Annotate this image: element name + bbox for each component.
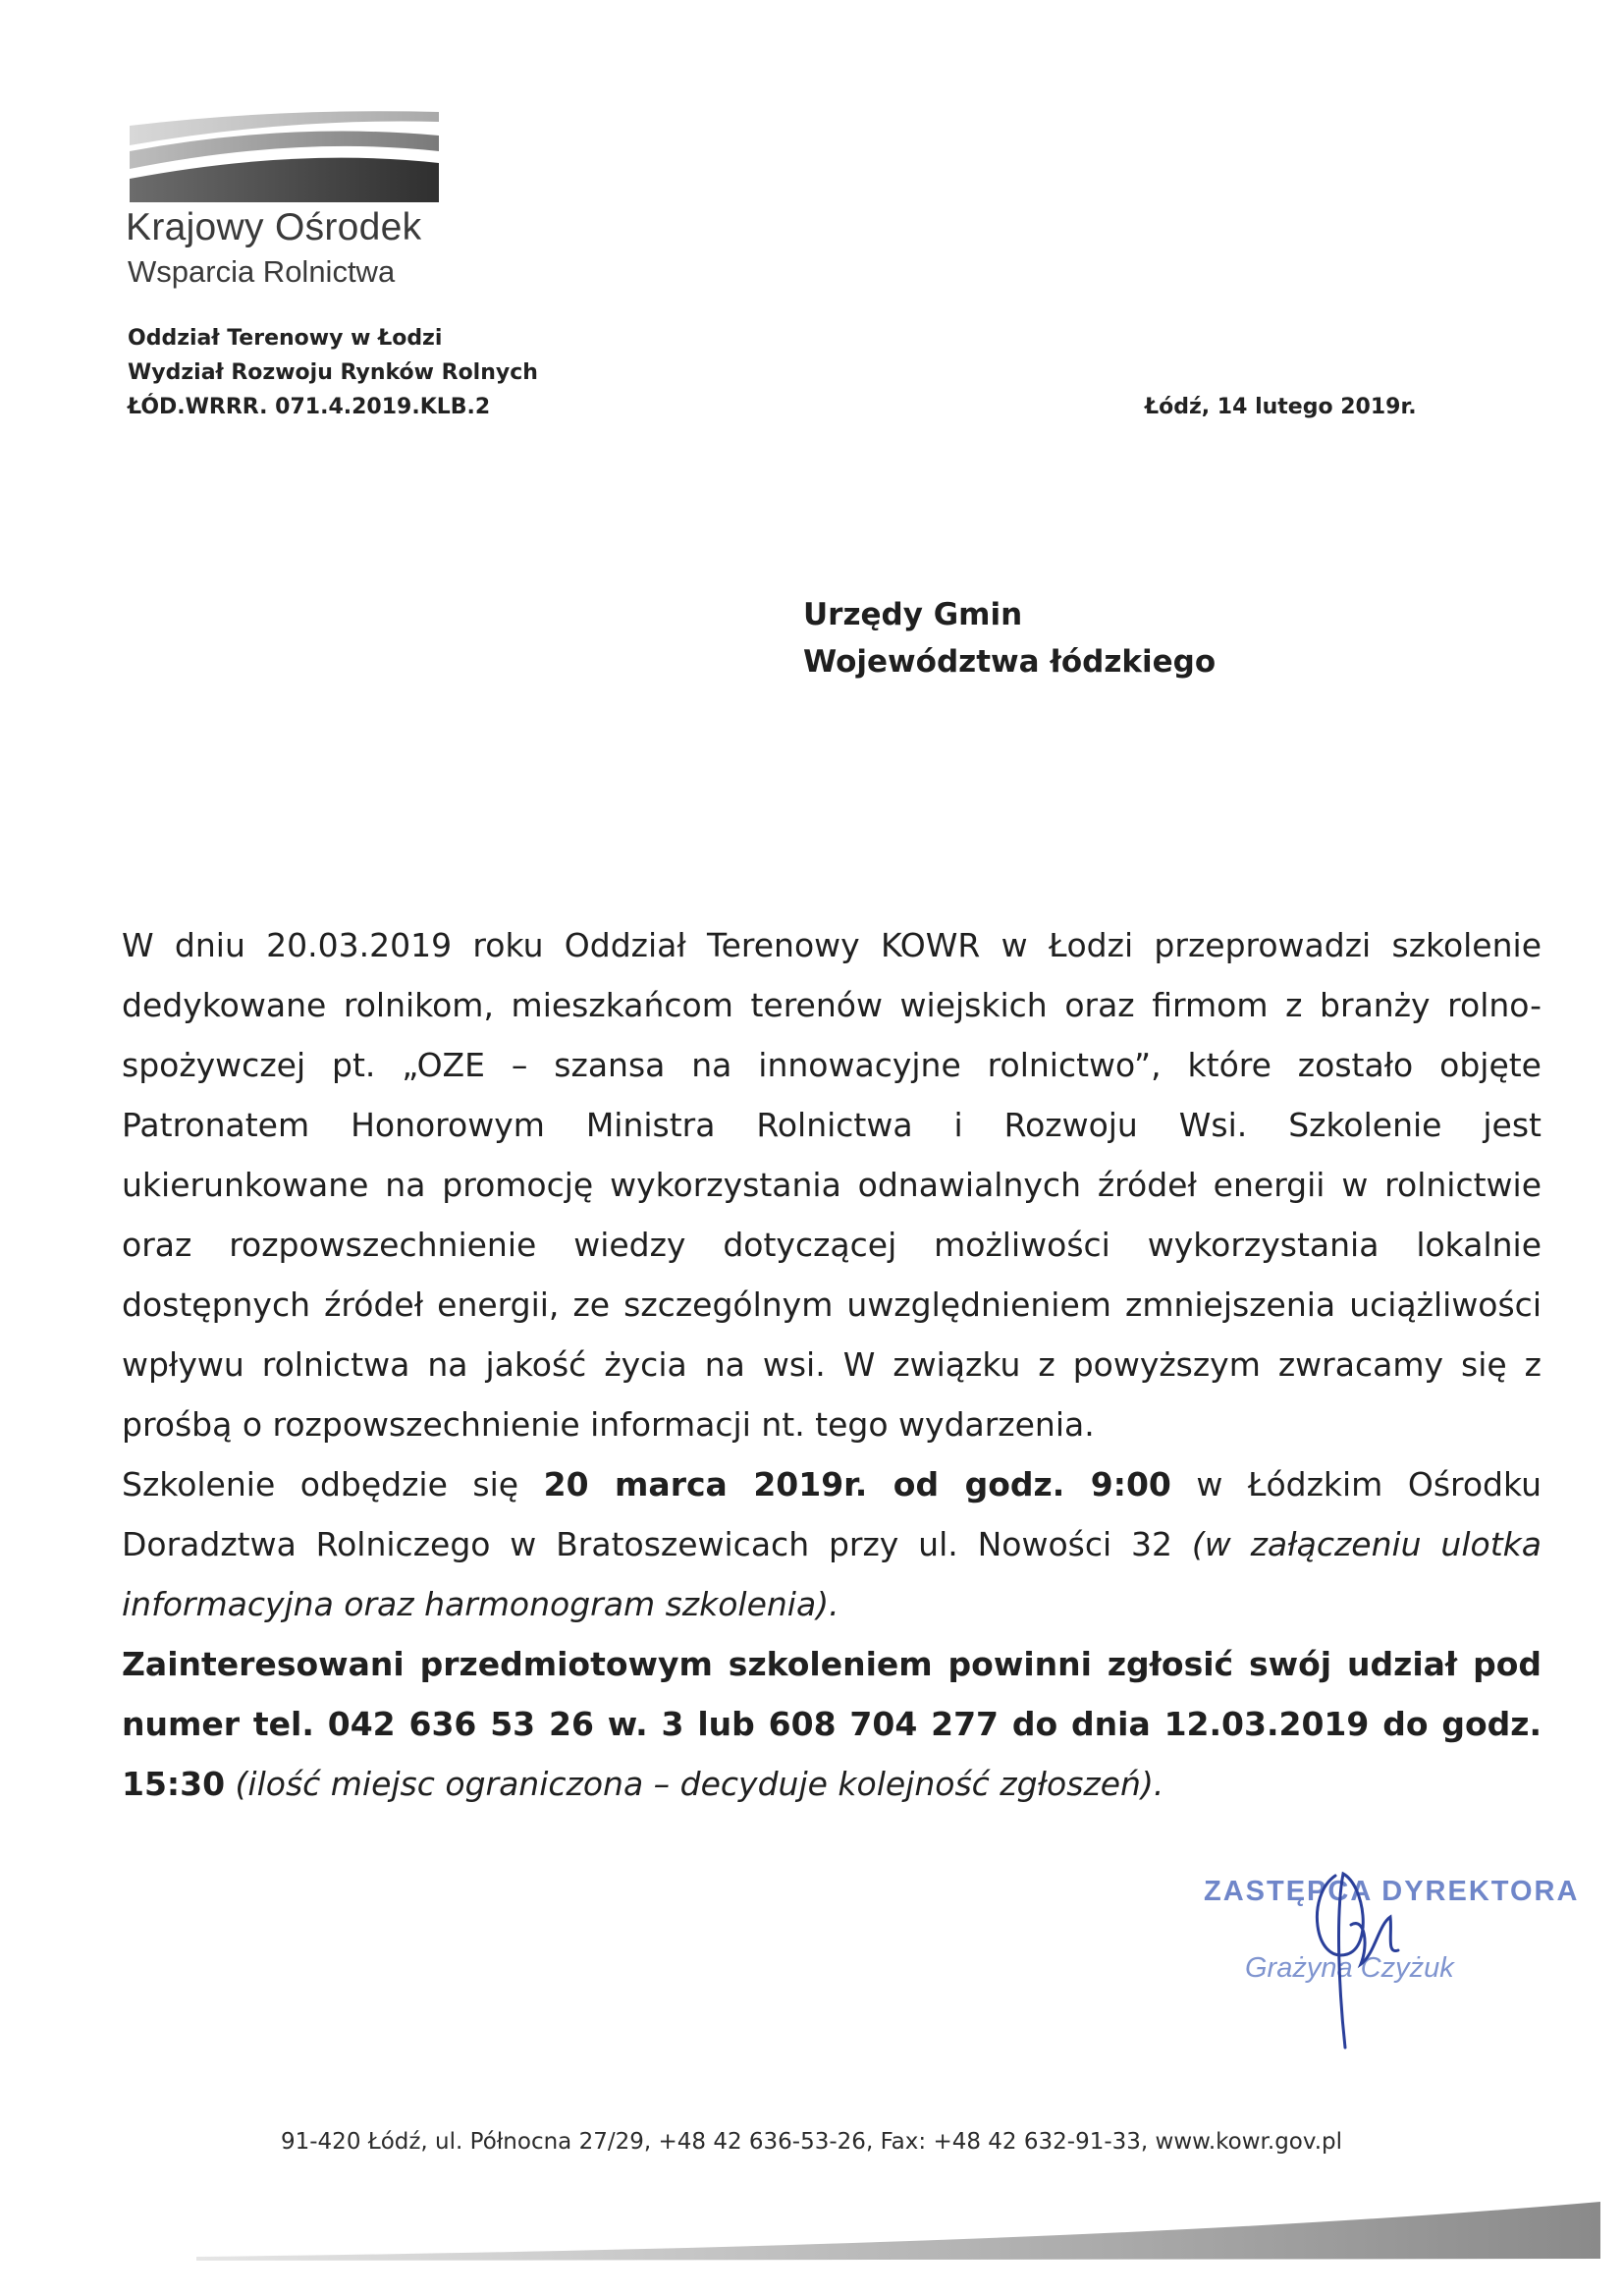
paragraph-1: W dniu 20.03.2019 roku Oddział Terenowy KOWR w Łodzi przeprowadzi szkolenie dedykowane rolnikom, mieszkańcom terenów wiejskich oraz firmom z branży rolno-spożywczej pt. „OZE – szansa na innowacyjne rolnictwo”, które zostało objęte Patronatem Honorowym Ministra Rolnictwa i Rozwoju Wsi. Szkolenie jest ukierunkowane na promocję wykorzystania odnawialnych źródeł energii w rolnictwie oraz rozpowszechnienie wiedzy dotyczącej możliwości wykorzystania lokalnie dostępnych źródeł energii, ze szczególnym uwzględnieniem zmniejszenia uciążliwości wpływu rolnictwa na jakość życia na wsi. W związku z powyższym zwracamy się z prośbą o rozpowszechnienie informacji nt. tego wydarzenia. xyxy=(122,926,1542,1444)
office-name: Oddział Terenowy w Łodzi xyxy=(128,326,443,351)
footer-contact: 91-420 Łódź, ul. Północna 27/29, +48 42 636-53-26, Fax: +48 42 632-91-33, www.kowr.gov.pl xyxy=(280,2129,1342,2155)
registration-info: Zainteresowani przedmiotowym szkoleniem powinni zgłosić swój udział pod numer tel. 042 636 53 26 w. 3 lub 608 704 277 do dnia 12.03.2019 do godz. 15:30 xyxy=(122,1645,1542,1803)
addressee-line2: Województwa łódzkiego xyxy=(803,644,1217,680)
letter-date: Łódź, 14 lutego 2019r. xyxy=(1145,395,1417,419)
footer-decoration xyxy=(196,2182,1610,2261)
attachment-note: (w załączeniu ulotka informacyjna oraz harmonogram szkolenia). xyxy=(122,1525,1542,1623)
letter-body xyxy=(122,915,1542,1814)
paragraph-3 xyxy=(122,1634,1542,1814)
kowr-logo-icon xyxy=(130,108,444,206)
stamp-name: Grażyna Czyżuk xyxy=(1245,1952,1454,1984)
paragraph-2-text: Szkolenie odbędzie się xyxy=(122,1465,544,1503)
seats-note: (ilość miejsc ograniczona – decyduje kolejność zgłoszeń). xyxy=(225,1765,1164,1803)
handwritten-signature xyxy=(1296,1856,1443,2052)
paragraph-2 xyxy=(122,1454,1542,1634)
paragraph-2-location: w Łódzkim Ośrodku Doradztwa Rolniczego w Bratoszewicach przy ul. Nowości 32 xyxy=(122,1465,1542,1563)
stamp-title: ZASTĘPCA DYREKTORA xyxy=(1204,1876,1580,1907)
logo-name-line2: Wsparcia Rolnictwa xyxy=(128,254,396,289)
department-name: Wydział Rozwoju Rynków Rolnych xyxy=(128,360,538,385)
event-date-time: 20 marca 2019r. od godz. 9:00 xyxy=(543,1465,1171,1503)
reference-number: ŁÓD.WRRR. 071.4.2019.KLB.2 xyxy=(128,395,491,419)
logo-name-line1: Krajowy Ośrodek xyxy=(126,206,422,248)
addressee-line1: Urzędy Gmin xyxy=(803,597,1023,632)
